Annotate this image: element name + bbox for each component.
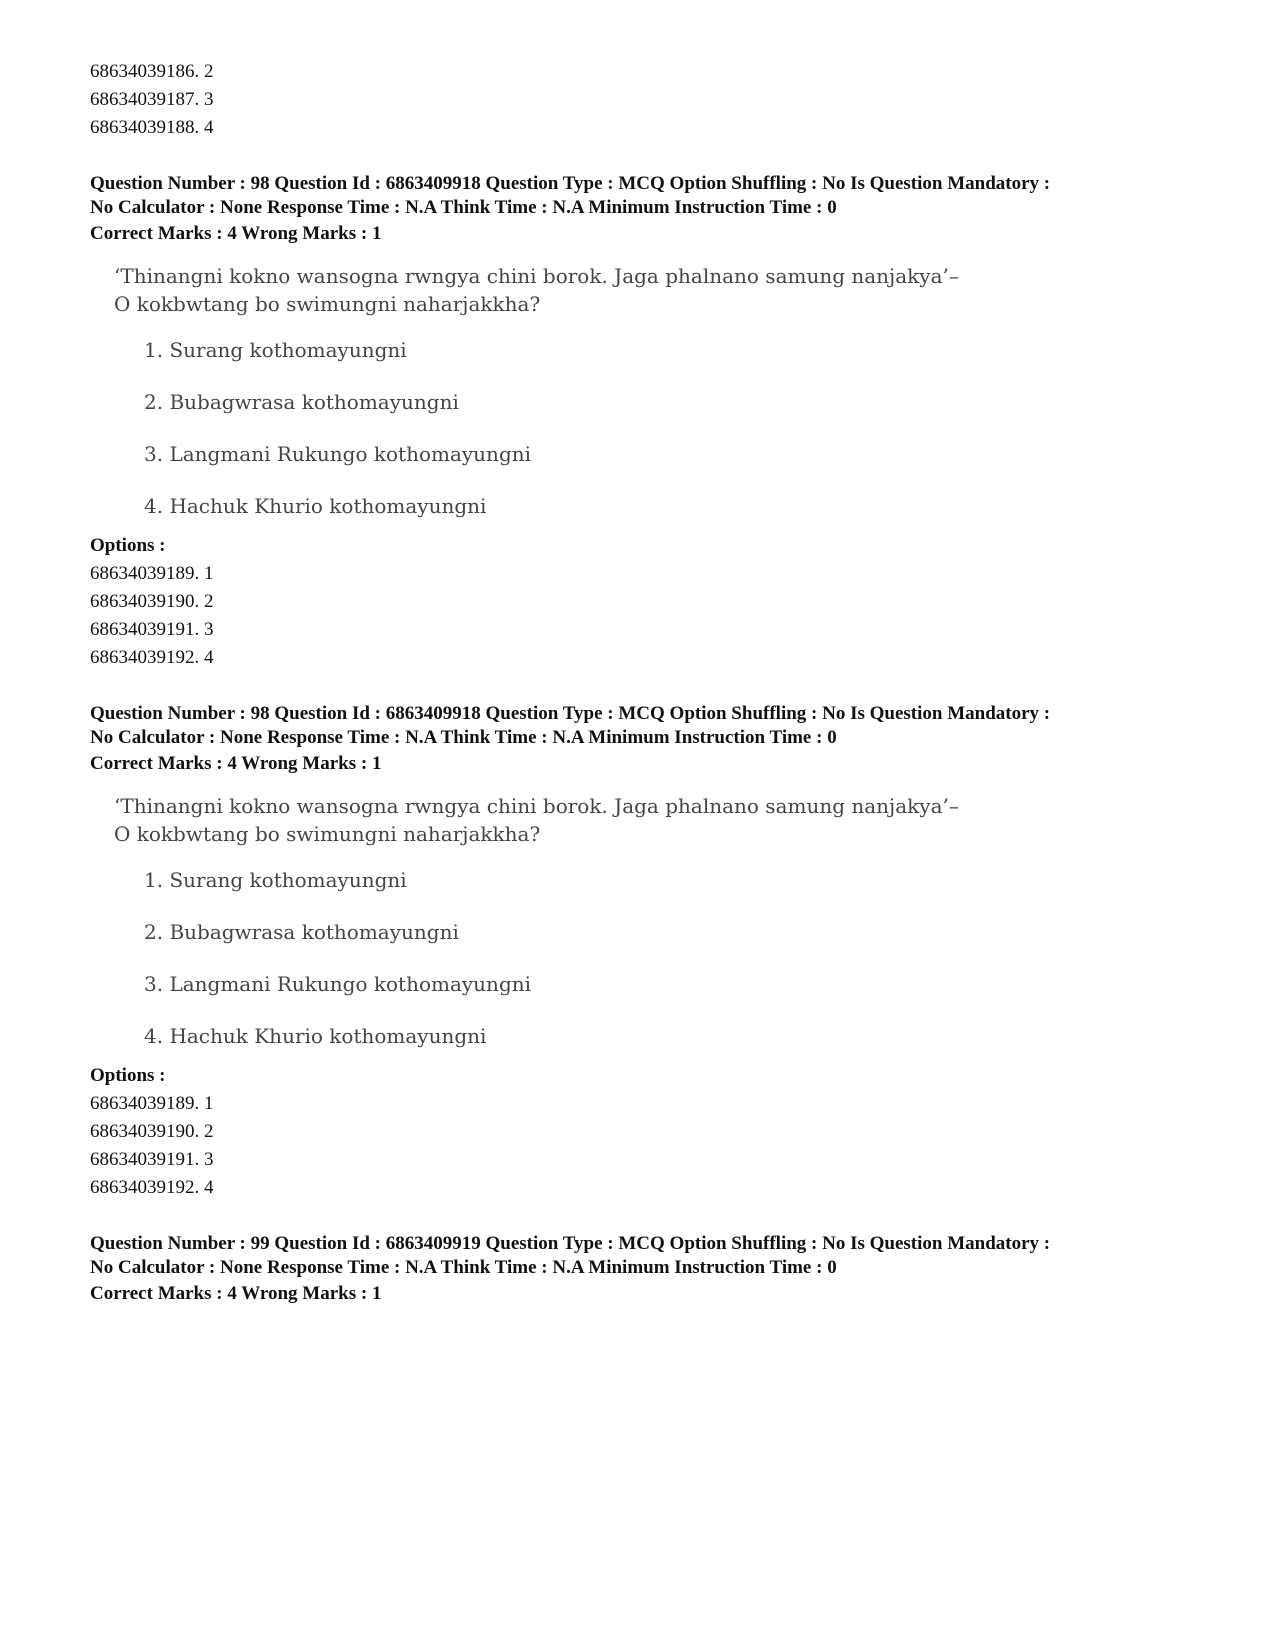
- option-id-line: 68634039187. 3: [90, 89, 214, 110]
- question-content: [114, 792, 1200, 1050]
- answer-choice: 4. Hachuk Khurio kothomayungni: [144, 1024, 487, 1048]
- question-text-line: O kokbwtang bo swimungni naharjakkha?: [114, 822, 541, 846]
- option-id-line: 68634039192. 4: [90, 647, 214, 668]
- answer-choice: 4. Hachuk Khurio kothomayungni: [144, 494, 487, 518]
- previous-options-list: [90, 58, 1200, 142]
- option-id-line: 68634039190. 2: [90, 591, 214, 612]
- question-text-line: ‘Thinangni kokno wansogna rwngya chini borok. Jaga phalnano samung nanjakya’–: [114, 794, 959, 818]
- option-id-line: 68634039188. 4: [90, 117, 214, 138]
- answer-choice: 1. Surang kothomayungni: [144, 868, 407, 892]
- answer-choice: 3. Langmani Rukungo kothomayungni: [144, 972, 532, 996]
- option-id-line: 68634039189. 1: [90, 1093, 214, 1114]
- question-text: [114, 792, 1200, 848]
- answer-choice: 2. Bubagwrasa kothomayungni: [144, 920, 459, 944]
- option-id-line: 68634039189. 1: [90, 563, 214, 584]
- options-label: Options :: [90, 1065, 166, 1086]
- option-id-line: 68634039186. 2: [90, 61, 214, 82]
- option-id-line: 68634039191. 3: [90, 1149, 214, 1170]
- document-page: [90, 58, 1200, 1322]
- question-header-line: Question Number : 98 Question Id : 6863409918 Question Type : MCQ Option Shuffling : No Is Question Mandatory :: [90, 703, 1051, 724]
- question-marks: Correct Marks : 4 Wrong Marks : 1: [90, 223, 382, 244]
- question-header-line: No Calculator : None Response Time : N.A Think Time : N.A Minimum Instruction Time : 0: [90, 197, 837, 218]
- question-header-line: No Calculator : None Response Time : N.A Think Time : N.A Minimum Instruction Time : 0: [90, 1257, 837, 1278]
- question-text: [114, 262, 1200, 318]
- question-block: [90, 172, 1200, 672]
- answer-choice: 3. Langmani Rukungo kothomayungni: [144, 442, 532, 466]
- option-id-line: 68634039191. 3: [90, 619, 214, 640]
- question-header-line: Question Number : 98 Question Id : 6863409918 Question Type : MCQ Option Shuffling : No Is Question Mandatory :: [90, 173, 1051, 194]
- question-header-line: Question Number : 99 Question Id : 6863409919 Question Type : MCQ Option Shuffling : No Is Question Mandatory :: [90, 1233, 1051, 1254]
- question-text-line: ‘Thinangni kokno wansogna rwngya chini borok. Jaga phalnano samung nanjakya’–: [114, 264, 959, 288]
- option-id-line: 68634039190. 2: [90, 1121, 214, 1142]
- answer-choice: 1. Surang kothomayungni: [144, 338, 407, 362]
- question-marks: Correct Marks : 4 Wrong Marks : 1: [90, 753, 382, 774]
- option-id-line: 68634039192. 4: [90, 1177, 214, 1198]
- options-label: Options :: [90, 535, 166, 556]
- question-header-line: No Calculator : None Response Time : N.A Think Time : N.A Minimum Instruction Time : 0: [90, 727, 837, 748]
- answer-choice: 2. Bubagwrasa kothomayungni: [144, 390, 459, 414]
- question-marks: Correct Marks : 4 Wrong Marks : 1: [90, 1283, 382, 1304]
- question-block: [90, 1232, 1200, 1308]
- question-text-line: O kokbwtang bo swimungni naharjakkha?: [114, 292, 541, 316]
- question-content: [114, 262, 1200, 520]
- question-block: [90, 702, 1200, 1202]
